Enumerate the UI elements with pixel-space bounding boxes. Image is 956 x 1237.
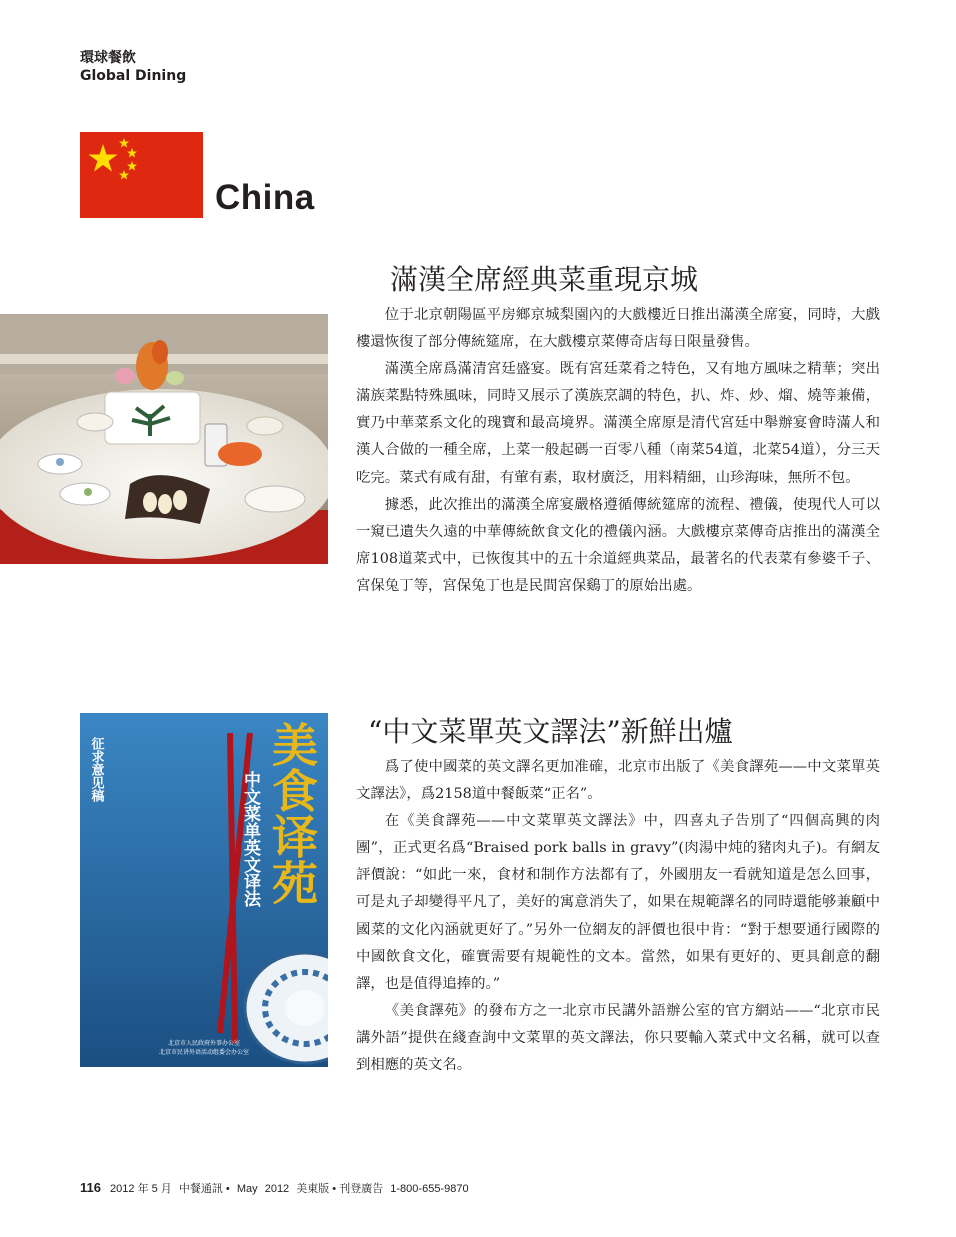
footer-phone: 1-800-655-9870	[390, 1183, 469, 1195]
country-title: China	[215, 178, 315, 217]
section-header	[80, 50, 186, 85]
footer-magazine: 中餐通訊 •	[178, 1183, 230, 1195]
article-menu-translation	[356, 712, 880, 1079]
book-subtitle: 中文菜单英文译法	[240, 771, 260, 907]
page-footer	[80, 1180, 473, 1196]
section-title-en: Global Dining	[80, 68, 187, 84]
section-title-zh: 環球餐飲	[80, 50, 136, 66]
article-manhan-banquet	[356, 260, 880, 600]
article-paragraph: 據悉，此次推出的滿漢全席宴嚴格遵循傳統筵席的流程、禮儀，使現代人可以一窺已遺失久遠的中華傳統飲食文化的禮儀內涵。大戲樓京菜傳奇店推出的滿漢全席108道菜式中，已恢復其中的五十余道經典菜品，最著名的代表菜有參婆千子、宮保兔丁等，宮保兔丁也是民間宮保鷄丁的原始出處。	[356, 496, 880, 594]
article-title: “中文菜單英文譯法”新鮮出爐	[368, 715, 733, 748]
footer-date: 2012 年 5 月	[110, 1183, 172, 1195]
china-flag-icon	[80, 132, 203, 218]
footer-year: 2012	[264, 1183, 290, 1195]
book-publisher-2: 北京市民讲外语活动组委会办公室	[158, 1049, 250, 1056]
book-publisher-1: 北京市人民政府外事办公室	[167, 1040, 241, 1047]
book-cover-image	[80, 713, 328, 1067]
article-paragraph: 滿漢全席爲滿清宮廷盛宴。既有宮廷菜肴之特色，又有地方風味之精華；突出滿族菜點特殊風味，同時又展示了漢族烹調的特色，扒、炸、炒、熘、燒等兼備，實乃中華菜系文化的瑰寶和最高境界。滿漢全席原是清代宮廷中舉辦宴會時滿人和漢人合做的一種全席，上菜一般起碼一百零八種（南菜54道，北菜54道），分三天吃完。菜式有咸有甜，有葷有素，取材廣泛，用料精細，山珍海味，無所不包。	[356, 361, 880, 486]
article-paragraph: 在《美食譯苑——中文菜單英文譯法》中，四喜丸子告別了“四個高興的肉團”，正式更名爲“Braised pork balls in gravy”(肉湯中炖的豬肉丸子)。有網友評價說：“如此一來，食材和制作方法都有了，外國朋友一看就知道是怎么回事，可是丸子却變得平凡了，美好的寓意消失了，如果在規範譯名的同時還能够兼顧中國菜的文化內涵就更好了。”另外一位網友的評價也很中肯：“對于想要通行國際的中國飲食文化，確實需要有規範性的文本。當然，如果有更好的、更具創意的翻譯，也是值得追捧的。”	[356, 813, 880, 992]
page-number: 116	[80, 1180, 101, 1195]
article-paragraph: 位于北京朝陽區平房鄉京城梨園內的大戲樓近日推出滿漢全席宴，同時，大戲樓還恢復了部分傳統筵席，在大戲樓京菜傳奇店每日限量發售。	[356, 307, 880, 351]
footer-edition: 美東版 • 刊登廣告	[296, 1183, 384, 1195]
article-paragraph: 《美食譯苑》的發布方之一北京市民講外語辦公室的官方網站——“北京市民講外語”提供在綫查詢中文菜單的英文譯法，你只要輸入菜式中文名稱，就可以查到相應的英文名。	[356, 1002, 880, 1074]
article-title: 滿漢全席經典菜重現京城	[390, 263, 699, 296]
banquet-photo	[0, 314, 328, 564]
article-paragraph: 爲了使中國菜的英文譯名更加准確，北京市出版了《美食譯苑——中文菜單英文譯法》，爲2158道中餐飯菜“正名”。	[356, 759, 880, 803]
book-badge: 征求意见稿	[88, 737, 104, 802]
book-title: 美食译苑	[265, 721, 319, 905]
footer-month: May	[236, 1183, 258, 1195]
